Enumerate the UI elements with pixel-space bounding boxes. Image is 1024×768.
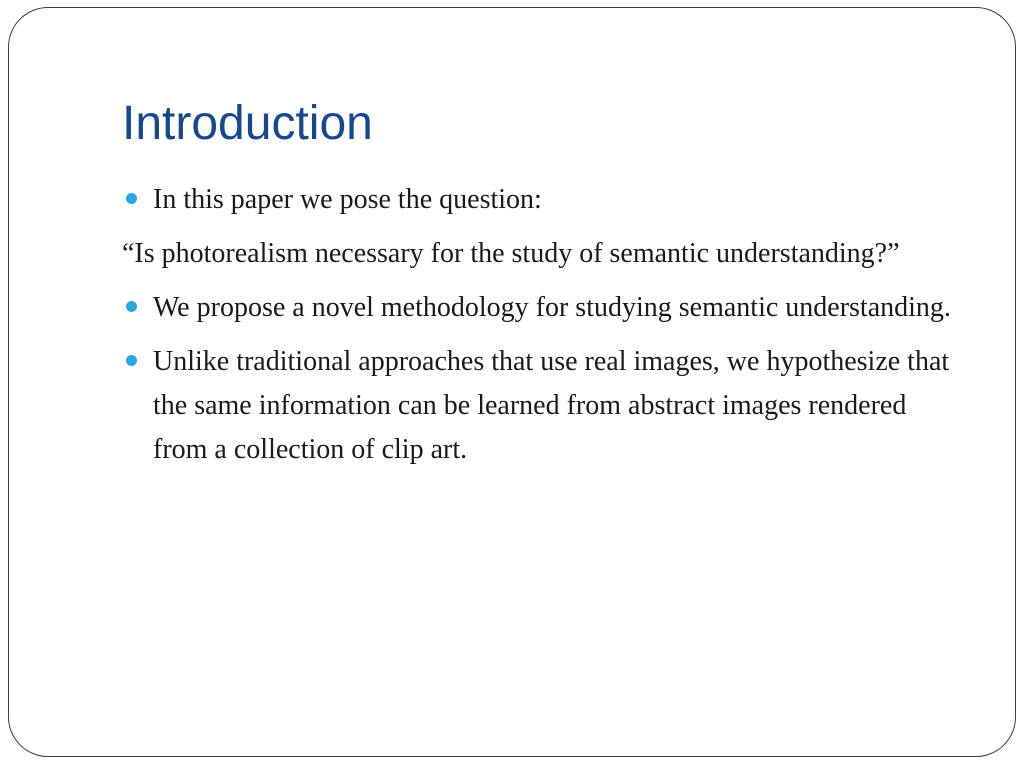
quote-paragraph — [122, 232, 952, 276]
bullet-item — [122, 286, 952, 330]
bullet-dot-icon — [126, 301, 137, 312]
quote-text: “Is photorealism necessary for the study of semantic understanding?” — [122, 238, 900, 269]
bullet-item — [122, 340, 952, 472]
slide-frame — [8, 7, 1016, 757]
bullet-dot-icon — [126, 193, 137, 204]
bullet-text: We propose a novel methodology for studying semantic understanding. — [153, 292, 951, 323]
slide-body — [122, 178, 952, 482]
bullet-item — [122, 178, 952, 222]
bullet-dot-icon — [126, 355, 137, 366]
slide-title: Introduction — [122, 97, 373, 150]
bullet-text: In this paper we pose the question: — [153, 184, 542, 215]
bullet-text: Unlike traditional approaches that use real images, we hypothesize that the same information can be learned from abstract images rendered from a collection of clip art. — [153, 346, 950, 465]
